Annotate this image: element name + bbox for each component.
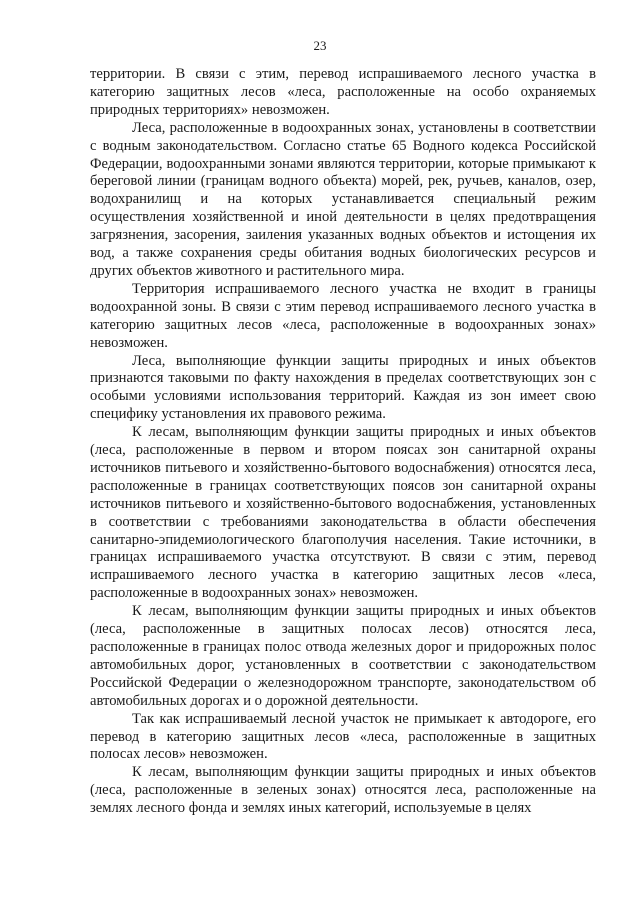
paragraph: Леса, расположенные в водоохранных зонах, установлены в соответствии с водным законодательством. Согласно статье 65 Водного кодекса Российской Федерации, водоохранными зонами являются территории, которые примыкают к береговой линии (границам водного объекта) морей, рек, ручьев, каналов, озер, водохранилищ и на которых устанавливается специальный режим осуществления хозяйственной и иной деятельности в целях предотвращения загрязнения, засорения, заиления указанных водных объектов и истощения их вод, а также сохранения среды обитания водных биологических ресурсов и других объектов животного и растительного мира. — [90, 119, 596, 279]
paragraph: К лесам, выполняющим функции защиты природных и иных объектов (леса, расположенные в первом и втором поясах зон санитарной охраны источников питьевого и хозяйственно-бытового водоснабжения) относятся леса, расположенные в границах соответствующих поясов зон санитарной охраны источников питьевого и хозяйственно-бытового водоснабжения, установленных в соответствии с требованиями законодательства в области обеспечения санитарно-эпидемиологического благополучия населения. Такие источники, в границах испрашиваемого участка отсутствуют. В связи с этим, перевод испрашиваемого лесного участка в категорию защитных лесов «леса, расположенные в водоохранных зонах» невозможен. — [90, 424, 596, 602]
paragraph: К лесам, выполняющим функции защиты природных и иных объектов (леса, расположенные в защитных полосах лесов) относятся леса, расположенные в границах полос отвода железных дорог и придорожных полос автомобильных дорог, установленных в соответствии с законодательством Российской Федерации о железнодорожном транспорте, законодательством об автомобильных дорогах и о дорожной деятельности. — [90, 603, 596, 709]
paragraph: Территория испрашиваемого лесного участка не входит в границы водоохранной зоны. В связи с этим перевод испрашиваемого лесного участка в категорию защитных лесов «леса, расположенные в водоохранных зонах» невозможен. — [90, 280, 596, 351]
paragraph: территории. В связи с этим, перевод испрашиваемого лесного участка в категорию защитных лесов «леса, расположенные на особо охраняемых природных территориях» невозможен. — [90, 66, 596, 118]
document-body — [90, 66, 596, 818]
paragraph: Так как испрашиваемый лесной участок не примыкает к автодороге, его перевод в категорию защитных лесов «леса, расположенные в защитных полосах лесов» невозможен. — [90, 710, 596, 763]
paragraph: Леса, выполняющие функции защиты природных и иных объектов признаются таковыми по факту нахождения в пределах соответствующих зон с особыми условиями использования территорий. Каждая из зон имеет свою специфику установления их правового режима. — [90, 352, 596, 423]
paragraph: К лесам, выполняющим функции защиты природных и иных объектов (леса, расположенные в зеленых зонах) относятся леса, расположенные на землях лесного фонда и землях иных категорий, используемые в целях — [90, 764, 596, 817]
page-number: 23 — [313, 38, 327, 53]
